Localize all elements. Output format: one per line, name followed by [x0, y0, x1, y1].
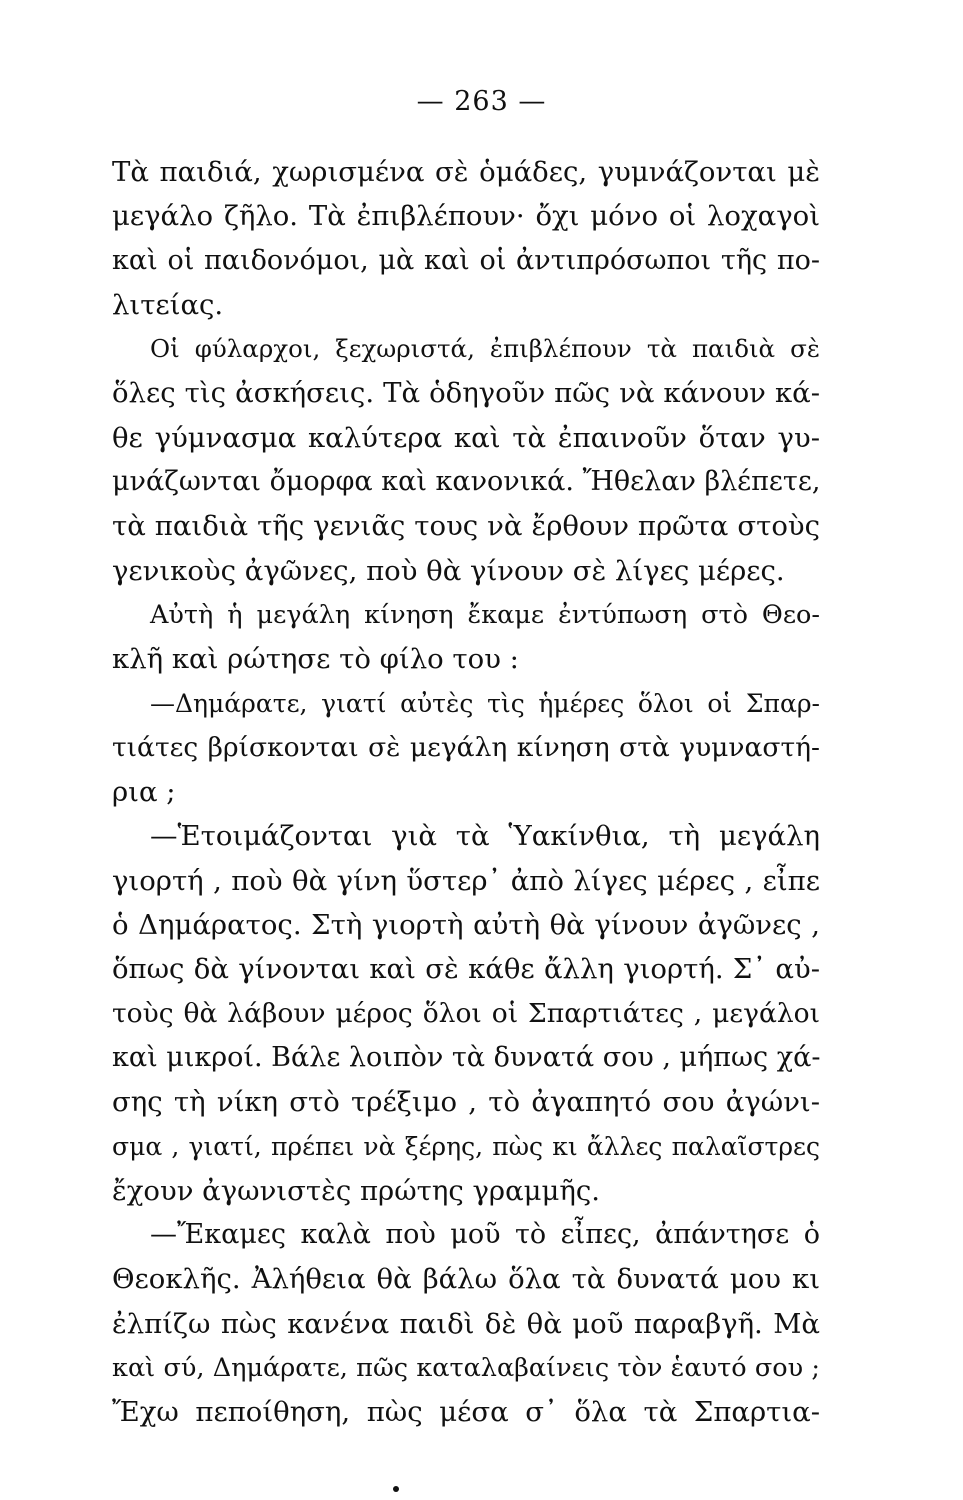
text-line: Οἱ φύλαρχοι, ξεχωριστά, ἐπιβλέπουν τὰ παιδιὰ σὲ — [150, 334, 820, 364]
text-line: σμα , γιατί, πρέπει νὰ ξέρης, πὼς κι ἄλλες παλαῖστρες — [112, 1131, 820, 1161]
text-line: καὶ μικροί. Βάλε λοιπὸν τὰ δυνατά σου , μήπως χά- — [112, 1041, 821, 1073]
text-line: —Ἑτοιμάζονται γιὰ τὰ Ὑακίνθια, τὴ μεγάλη — [150, 820, 820, 853]
text-line: γιορτή , ποὺ θὰ γίνη ὕστερ᾽ ἀπὸ λίγες μέρες , εἶπε — [112, 864, 820, 897]
text-line: ὁ Δημάρατος. Στὴ γιορτὴ αὐτὴ θὰ γίνουν ἀγῶνες , — [112, 909, 820, 942]
text-line: τιάτες βρίσκονται σὲ μεγάλη κίνηση στὰ γυμναστή- — [112, 731, 820, 763]
text-line: Τὰ παιδιά, χωρισμένα σὲ ὁμάδες, γυμνάζονται μὲ — [112, 156, 820, 188]
text-line: τὰ παιδιὰ τῆς γενιᾶς τους νὰ ἔρθουν πρῶτα στοὺς — [112, 510, 820, 543]
text-line: λιτείας. — [112, 288, 224, 321]
text-line: —Ἔκαμες καλὰ ποὺ μοῦ τὸ εἶπες, ἀπάντησε ὁ — [150, 1219, 820, 1251]
text-line: ὅλες τὶς ἀσκήσεις. Τὰ ὁδηγοῦν πῶς νὰ κάνουν κά- — [112, 377, 820, 410]
text-line: γενικοὺς ἀγῶνες, ποὺ θὰ γίνουν σὲ λίγες μέρες. — [112, 554, 785, 587]
text-line: ἐλπίζω πὼς κανένα παιδὶ δὲ θὰ μοῦ παραβγῆ. Μὰ — [112, 1307, 820, 1340]
text-line: μνάζωνται ὄμορφα καὶ κανονικά. Ἤθελαν βλέπετε, — [112, 466, 821, 498]
text-line: σης τὴ νίκη στὸ τρέξιμο , τὸ ἀγαπητό σου ἀγώνι- — [112, 1086, 820, 1119]
text-line: ὅπως δὰ γίνονται καὶ σὲ κάθε ἄλλη γιορτή. Σ᾽ αὐ- — [112, 953, 820, 986]
text-line: Ἔχω πεποίθηση, πὼς μέσα σ᾽ ὅλα τὰ Σπαρτια- — [112, 1396, 820, 1429]
text-line: ρια ; — [112, 776, 176, 809]
text-line: κλῆ καὶ ρώτησε τὸ φίλο του : — [112, 643, 519, 676]
text-line: καὶ οἱ παιδονόμοι, μὰ καὶ οἱ ἀντιπρόσωποι τῆς πο- — [112, 244, 820, 276]
ink-speck — [393, 1486, 399, 1492]
page-number: — 263 — — [416, 86, 547, 117]
text-line: Θεοκλῆς. Ἀλήθεια θὰ βάλω ὅλα τὰ δυνατά μου κι — [112, 1263, 820, 1296]
text-line: μεγάλο ζῆλο. Τὰ ἐπιβλέπουν· ὄχι μόνο οἱ λοχαγοὶ — [112, 200, 820, 233]
text-line: τοὺς θὰ λάβουν μέρος ὅλοι οἱ Σπαρτιάτες , μεγάλοι — [112, 997, 820, 1029]
text-line: —Δημάρατε, γιατί αὐτὲς τὶς ἡμέρες ὅλοι οἱ Σπαρ- — [150, 688, 820, 718]
text-line: ἔχουν ἀγωνιστὲς πρώτης γραμμῆς. — [112, 1174, 601, 1207]
text-line: καὶ σύ, Δημάρατε, πῶς καταλαβαίνεις τὸν ἑαυτό σου ; — [112, 1353, 820, 1384]
text-line: Αὐτὴ ἡ μεγάλη κίνηση ἔκαμε ἐντύπωση στὸ Θεο- — [150, 599, 820, 630]
body-text — [112, 150, 820, 1435]
text-line: θε γύμνασμα καλύτερα καὶ τὰ ἐπαινοῦν ὅταν γυ- — [112, 421, 820, 454]
